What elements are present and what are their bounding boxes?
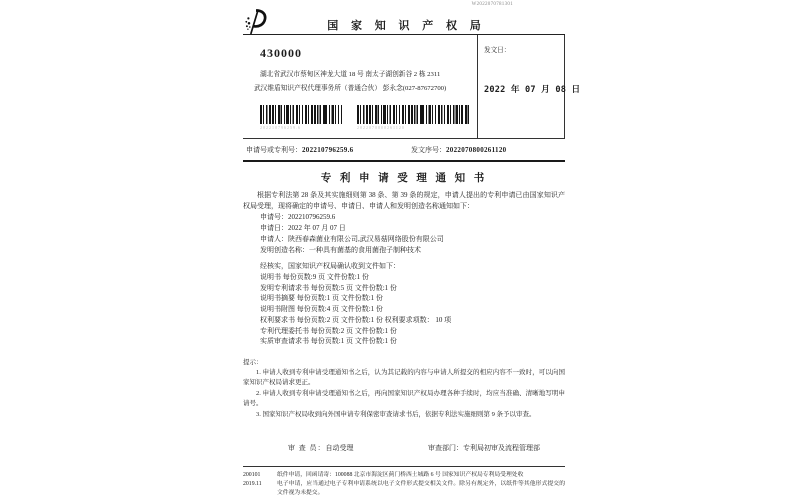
patent-acceptance-notice-document <box>243 2 581 497</box>
examiner-value: 自动受理 <box>325 444 354 453</box>
form-codes <box>243 471 277 497</box>
form-code-number: 200101 <box>243 472 261 479</box>
tip-item: 3. 国家知识产权局收到向外国申请专利保密审查请求书后，依据专利法实施细则第 9 条予以审查。 <box>256 410 536 418</box>
postal-code: 430000 <box>260 46 302 60</box>
dispatch-date-value: 2022 年 07 月 08 日 <box>484 85 581 95</box>
dispatch-serial-group <box>411 145 563 155</box>
header-title: 国 家 知 识 产 权 局 <box>327 20 486 32</box>
dispatch-serial-label: 发文序号： <box>411 146 446 154</box>
header <box>243 11 565 34</box>
tip-item: 2. 申请人收到专利申请受理通知书之后，再向国家知识产权局办理各种手续时，均应当准确、清晰地写明申请号。 <box>243 389 565 408</box>
barcode-serial-number-caption: 2022070800261120 <box>357 125 405 130</box>
department-value: 专利局初审及流程管理部 <box>463 444 540 453</box>
received-documents-list <box>243 272 565 347</box>
intro-paragraph: 根据专利法第 28 条及其实施细则第 38 条、第 39 条的规定，申请人提出的专利申请已由国家知识产权局受理，现将确定的申请号、申请日、申请人和发明创造名称通知如下： <box>243 191 565 210</box>
field-value: 2022 年 07 月 07 日 <box>288 224 346 232</box>
notice-title: 专 利 申 请 受 理 通 知 书 <box>243 160 565 185</box>
barcode-row <box>260 105 471 130</box>
examiner-group <box>288 443 428 453</box>
document-item: 说明书附图 每份页数:4 页 文件份数:1 份 <box>260 305 383 314</box>
field-label: 申请号： <box>260 213 288 221</box>
tips-section <box>243 358 565 421</box>
address-line-2: 武汉维盾知识产权代理事务所（普通合伙） 彭永念(027-87672700) <box>254 85 447 92</box>
document-item: 专利代理委托书 每份页数:2 页 文件份数:1 份 <box>260 326 397 335</box>
document-item: 说明书摘要 每份页数:1 页 文件份数:1 份 <box>260 294 383 303</box>
mailing-block <box>243 35 477 138</box>
field-label: 发明创造名称： <box>260 246 309 254</box>
footer-text <box>277 471 565 497</box>
department-group <box>428 443 540 453</box>
field-value: 陕西春森菌业有限公司,武汉易菇网络股份有限公司 <box>288 235 444 243</box>
footer-line-paper: 纸件申请，回函请寄：100088 北京市海淀区蓟门桥西土城路 6 号 国家知识产权局专利局受理处收 <box>277 472 524 479</box>
document-item: 发明专利请求书 每份页数:5 页 文件份数:1 份 <box>260 283 397 292</box>
examiner-label: 审 查 员： <box>288 444 326 453</box>
barcode-application-number-caption: 202210796259.6 <box>260 125 301 130</box>
dispatch-serial-value: 2022070800261120 <box>446 146 507 154</box>
department-label: 审查部门： <box>428 444 463 453</box>
mailing-section <box>243 34 581 138</box>
doc-serial-code: W2022070781301 <box>471 2 513 7</box>
footer-line-electronic: 电子申请，应当通过电子专利申请系统以电子文件形式提交相关文件。除另有规定外，以纸件等其他形式提交的文件视为未提交。 <box>277 481 565 496</box>
application-number-group <box>246 145 411 155</box>
application-number-value: 202210796259.6 <box>302 146 354 154</box>
field-applicant <box>260 234 565 245</box>
application-number-label: 申请号或专利号： <box>246 146 302 154</box>
form-code-revision: 2019.11 <box>243 481 262 488</box>
cnipa-logo-icon <box>244 9 267 40</box>
document-item: 实质审查请求书 每份页数:1 页 文件份数:1 份 <box>260 337 397 346</box>
barcode-application-number-icon <box>260 105 342 124</box>
tip-item: 1. 申请人收到专利申请受理通知书之后，认为其记载的内容与申请人所提交的相应内容不一致时，可以向国家知识产权局请求更正。 <box>243 368 565 387</box>
document-item: 说明书 每份页数:9 页 文件份数:1 份 <box>260 273 369 281</box>
confirmation-line: 经核实，国家知识产权局确认收到文件如下： <box>260 262 400 270</box>
dispatch-date-label: 发文日： <box>484 47 511 54</box>
dispatch-date-box <box>477 35 581 138</box>
application-fields <box>243 212 565 256</box>
signature-row <box>243 443 565 453</box>
field-label: 申请人： <box>260 235 288 243</box>
barcode-serial-number-icon <box>357 105 470 124</box>
field-application-date <box>260 223 565 234</box>
field-label: 申请日： <box>260 224 288 232</box>
document-item: 权利要求书 每份页数:2 页 文件份数:1 份 权利要求项数： 10 项 <box>260 315 452 324</box>
field-value: 一种具有菌基的食用菌孢子制种技术 <box>309 246 421 254</box>
address-line-1: 湖北省武汉市蔡甸区神龙大道 18 号 南太子湖创新谷 2 栋 2311 <box>260 71 441 78</box>
field-application-number <box>260 212 565 223</box>
barcode-serial-number-group <box>357 105 470 130</box>
reference-numbers-row <box>243 138 565 160</box>
footer <box>243 466 565 497</box>
barcode-application-number-group <box>260 105 342 130</box>
field-value: 202210796259.6 <box>288 213 336 221</box>
tips-heading: 提示： <box>243 358 263 366</box>
field-invention-title <box>260 245 565 256</box>
